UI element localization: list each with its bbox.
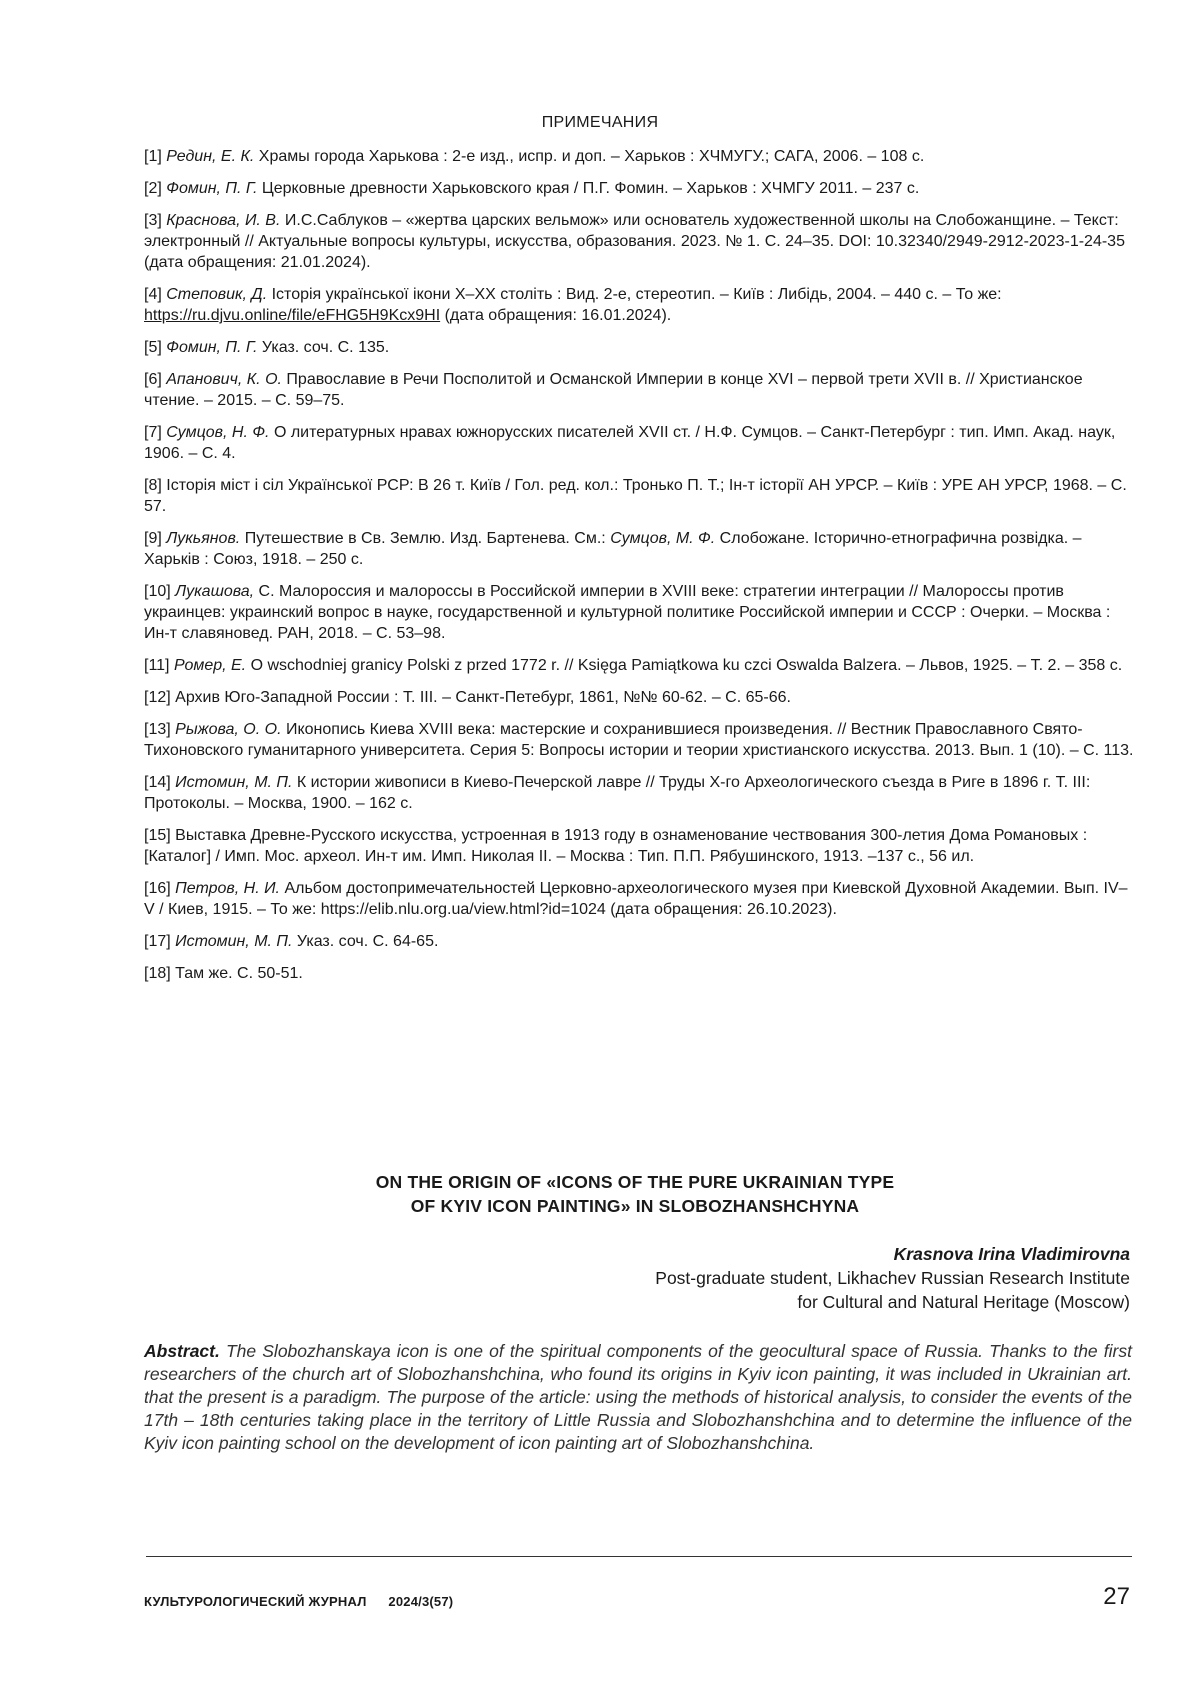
note-text: Історія української ікони X–XX століть : Вид. 2-е, стереотип. – Київ : Либідь, 2004. – 440 с. – То же: [271,286,1002,303]
note-text: Альбом достопримечательностей Церковно-археологического музея при Киевской Духовной Академии. Вып. IV–V / Киев, 1915. – То же: https://elib.nlu.org.ua/view.html?id=1024 (дата обращения: 26.10.2023). [144,880,1128,918]
note-number: [12] [144,689,171,706]
note-text: Путешествие в Св. Землю. Изд. Бартенева. См.: [244,530,606,547]
note-text: O wschodniej granicy Polski z przed 1772 r. // Księga Pamiątkowa ku czci Oswalda Balzera. – Львов, 1925. – Т. 2. – 358 с. [250,657,1123,674]
abstract [144,1340,1132,1455]
note-author-secondary: Сумцов, М. Ф. [610,530,716,547]
note-author: Истомин, М. П. [175,774,293,791]
note-item [144,178,1134,199]
abstract-label: Abstract. [144,1341,220,1361]
note-text: Історія міст і сіл Української РСР: В 26 т. Київ / Гол. ред. кол.: Тронько П. Т.; Ін-т історії АН УРСР. – Київ : УРЕ АН УРСР, 1968. – С. 57. [144,477,1127,515]
note-author: Рыжова, О. О. [175,721,282,738]
note-item [144,422,1134,464]
note-number: [15] [144,827,171,844]
note-item [144,475,1134,517]
note-number: [4] [144,286,162,303]
note-item [144,825,1134,867]
notes-list [144,146,1134,995]
note-text-tail: (дата обращения: 16.01.2024). [440,307,672,324]
note-item [144,719,1134,761]
note-number: [2] [144,180,162,197]
note-author: Петров, Н. И. [175,880,280,897]
note-author: Фомин, П. Г. [166,339,258,356]
note-item [144,369,1134,411]
abstract-text: The Slobozhanskaya icon is one of the spiritual components of the geocultural space of Russia. Thanks to the first researchers of the church art of Slobozhanshchina, who found its origins in Kyiv icon painting, it was included in Ukrainian art. that the present is a paradigm. The purpose of the article: using the methods of historical analysis, to consider the events of the 17th – 18th centuries taking place in the territory of Little Russia and Slobozhanshchina and to determine the influence of the Kyiv icon painting school on the development of icon painting art of Slobozhanshchina. [144,1341,1132,1453]
note-number: [16] [144,880,171,897]
note-number: [3] [144,212,162,229]
note-text: С. Малороссия и малороссы в Российской империи в XVIII веке: стратегии интеграции // Малороссы против украинцев: украинский вопрос в науке, государственной и культурной политике Российской империи и СССР : Очерки. – Москва : Ин-т славяновед. РАН, 2018. – С. 53–98. [144,583,1111,642]
note-item [144,146,1134,167]
note-author: Лукашова, [175,583,255,600]
english-article-title [0,1170,1200,1218]
author-name: Krasnova Irina Vladimirovna [893,1244,1130,1264]
footer-divider [146,1556,1132,1557]
note-text: О литературных нравах южнорусских писателей XVII ст. / Н.Ф. Сумцов. – Санкт-Петербург : тип. Имп. Акад. наук, 1906. – С. 4. [144,424,1116,462]
note-author: Краснова, И. В. [166,212,281,229]
author-block [655,1242,1130,1314]
note-item [144,963,1134,984]
note-text: И.С.Саблуков – «жертва царских вельмож» или основатель художественной школы на Слобожанщине. – Текст: электронный // Актуальные вопросы культуры, искусства, образования. 2023. № 1. С. 24–35. DOI: 10.32340/2949-2912-2023-1-24-35 (дата обращения: 21.01.2024). [144,212,1125,271]
note-author: Лукьянов. [166,530,241,547]
note-item [144,581,1134,644]
note-text: Указ. соч. С. 64-65. [296,933,439,950]
note-item [144,528,1134,570]
note-text: Указ. соч. С. 135. [261,339,390,356]
english-title-line-2: OF KYIV ICON PAINTING» IN SLOBOZHANSHCHYNA [410,1196,860,1216]
note-text: Там же. С. 50-51. [175,965,303,982]
note-text-tail: Слобожане. Історично-етнографична розвідка. – Харьків : Союз, 1918. – 250 с. [144,530,1082,568]
note-text: К истории живописи в Киево-Печерской лавре // Труды X-го Археологического съезда в Риге в 1896 г. Т. III: Протоколы. – Москва, 1900. – 162 с. [144,774,1091,812]
note-text: Храмы города Харькова : 2-е изд., испр. и доп. – Харьков : ХЧМУГУ.; САГА, 2006. – 108 с. [258,148,925,165]
notes-heading: ПРИМЕЧАНИЯ [541,114,659,131]
note-text: Православие в Речи Посполитой и Османской Империи в конце XVI – первой трети XVII в. // Христианское чтение. – 2015. – С. 59–75. [144,371,1083,409]
note-link[interactable]: https://ru.djvu.online/file/eFHG5H9Kcx9HI [144,307,441,324]
note-item [144,210,1134,273]
note-number: [18] [144,965,171,982]
footer-journal-name: КУЛЬТУРОЛОГИЧЕСКИЙ ЖУРНАЛ [144,1594,367,1609]
footer-journal-info [144,1594,471,1609]
note-item [144,687,1134,708]
author-affiliation-line-2: for Cultural and Natural Heritage (Moscow) [797,1292,1130,1312]
note-number: [6] [144,371,162,388]
note-number: [7] [144,424,162,441]
note-text: Выставка Древне-Русского искусства, устроенная в 1913 году в ознаменование чествования 300-летия Дома Романовых : [Каталог] / Имп. Мос. археол. Ин-т им. Имп. Николая II. – Москва : Тип. П.П. Рябушинского, 1913. –137 с., 56 ил. [144,827,1088,865]
note-number: [9] [144,530,162,547]
note-author: Фомин, П. Г. [166,180,258,197]
note-number: [11] [144,657,170,674]
note-author: Сумцов, Н. Ф. [166,424,270,441]
footer-issue: 2024/3(57) [388,1594,454,1609]
note-author: Истомин, М. П. [175,933,293,950]
note-author: Редин, Е. К. [166,148,255,165]
page-number: 27 [1103,1583,1130,1610]
note-item [144,655,1134,676]
note-number: [14] [144,774,171,791]
note-number: [10] [144,583,171,600]
note-item [144,878,1134,920]
english-title-line-1: ON THE ORIGIN OF «ICONS OF THE PURE UKRAINIAN TYPE [375,1172,895,1192]
note-text: Церковные древности Харьковского края / П.Г. Фомин. – Харьков : ХЧМГУ 2011. – 237 с. [261,180,920,197]
note-item [144,284,1134,326]
note-item [144,337,1134,358]
note-item [144,931,1134,952]
note-author: Степовик, Д. [166,286,268,303]
note-number: [1] [144,148,162,165]
note-item [144,772,1134,814]
author-affiliation-line-1: Post-graduate student, Likhachev Russian Research Institute [655,1268,1130,1288]
note-number: [5] [144,339,162,356]
note-number: [17] [144,933,171,950]
note-text: Архив Юго-Западной России : Т. III. – Санкт-Петебург, 1861, №№ 60-62. – С. 65-66. [175,689,791,706]
note-author: Апанович, К. О. [166,371,282,388]
note-text: Иконопись Киева XVIII века: мастерские и сохранившиеся произведения. // Вестник Православного Свято-Тихоновского гуманитарного университета. Серия 5: Вопросы истории и теории христианского искусства. 2013. Вып. 1 (10). – С. 113. [144,721,1134,759]
note-number: [8] [144,477,162,494]
note-number: [13] [144,721,171,738]
note-author: Ромер, Е. [173,657,247,674]
